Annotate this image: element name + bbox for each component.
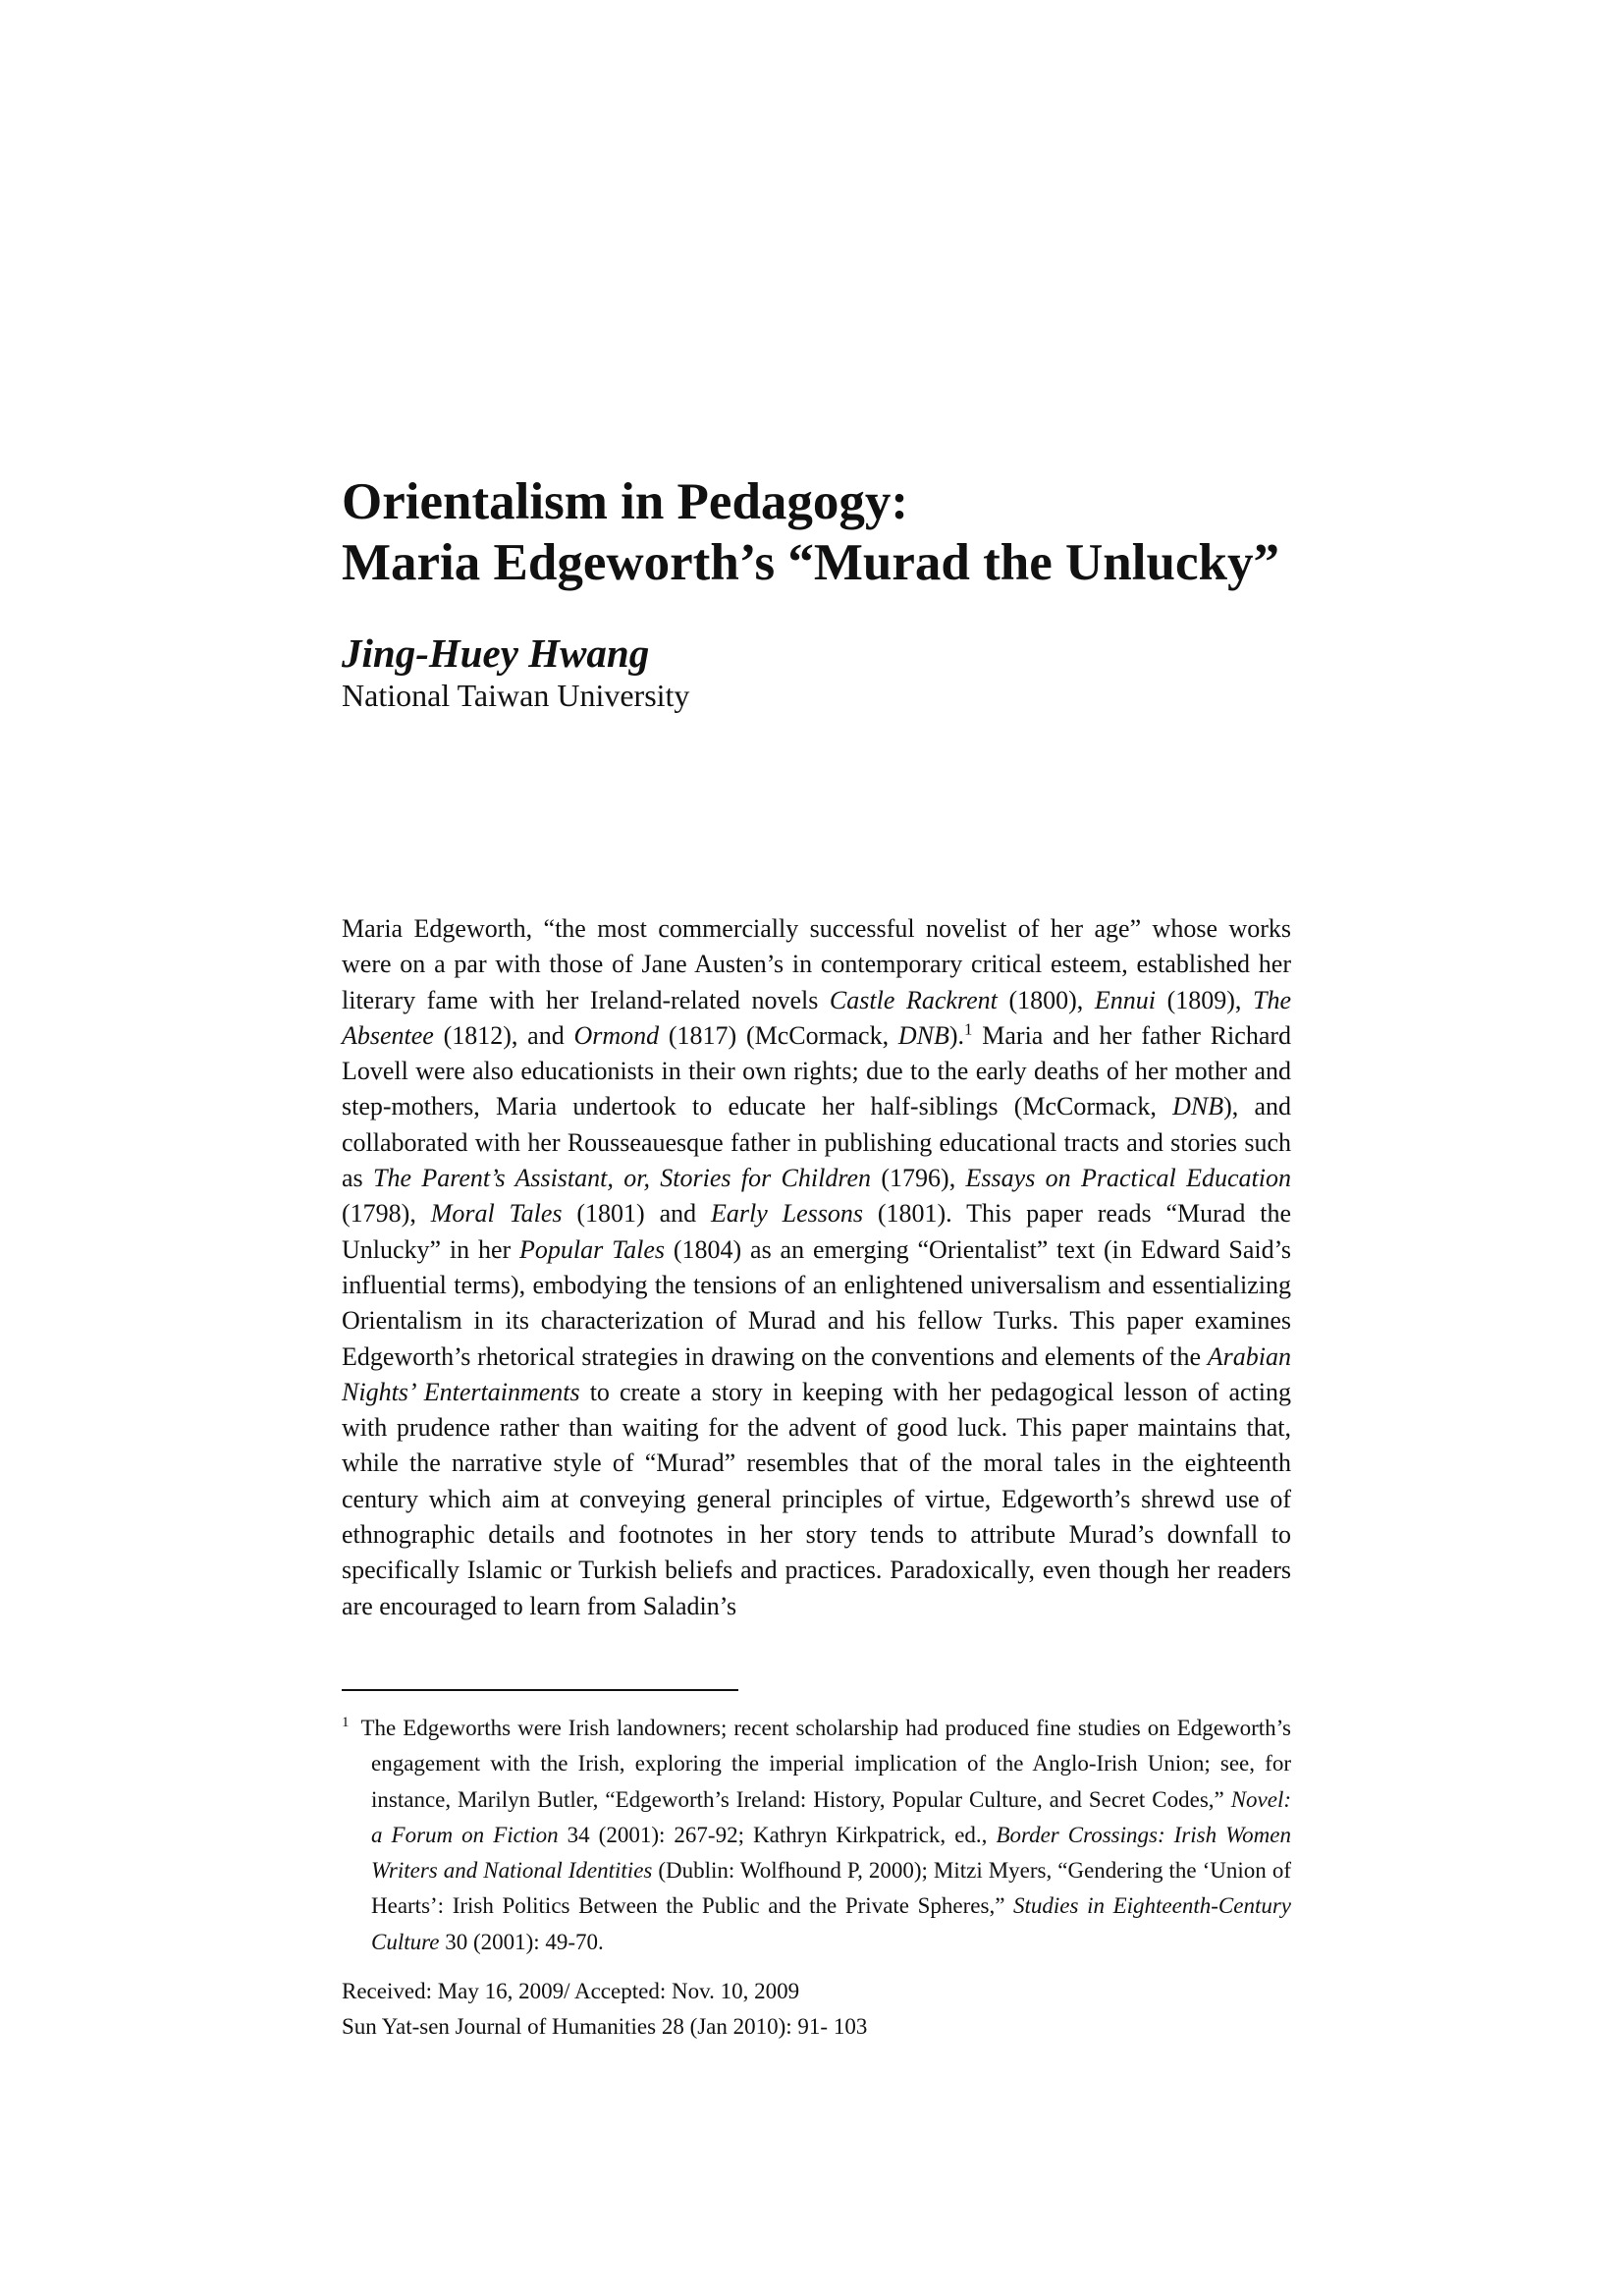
title-line-2: Maria Edgeworth’s “Murad the Unlucky” <box>342 534 1279 591</box>
abstract-text: ). <box>948 1020 965 1050</box>
title-block <box>342 471 1324 593</box>
abstract-text: (1804) as an emerging “Orientalist” text (in Edward Said’s influential terms), embodying the tensions of an enlightened universalism and essentializing Orientalism in its characterization of Murad and his fellow Turks. This paper examines Edgeworth’s rhetorical strategies in drawing on the conventions and elements of the <box>342 1234 1291 1371</box>
footnote-divider <box>342 1689 738 1691</box>
footnote-text: 34 (2001): 267-92; Kathryn Kirkpatrick, ed., <box>558 1822 997 1847</box>
title-arabian-nights: Arabian Nights’ Entertainments <box>342 1341 1291 1406</box>
abstract-text: (1812), and <box>433 1020 574 1050</box>
title-border-crossings: Border Crossings: Irish Women Writers and National Identities <box>371 1822 1291 1884</box>
footnote-mark: 1 <box>342 1715 350 1731</box>
footnote-text: (Dublin: Wolfhound P, 2000); Mitzi Myers, “Gendering the ‘Union of Hearts’: Irish Politics Between the Public and the Private Spheres,” <box>371 1858 1291 1919</box>
title-ormond: Ormond <box>573 1020 660 1050</box>
title-moral-tales: Moral Tales <box>430 1199 563 1229</box>
title-castle-rackrent: Castle Rackrent <box>829 985 998 1014</box>
title-popular-tales: Popular Tales <box>519 1234 666 1264</box>
abstract-text: (1800), <box>997 985 1095 1014</box>
footnote-text: The Edgeworths were Irish landowners; recent scholarship had produced fine studies on Edgeworth’s engagement with the Irish, exploring the imperial implication of the Anglo-Irish Union; see, for instance, Marilyn Butler, “Edgeworth’s Ireland: History, Popular Culture, and Secret Codes,” <box>360 1716 1291 1812</box>
title-parents-assistant: The Parent’s Assistant, or, Stories for Children <box>373 1164 872 1193</box>
received-accepted-dates: Received: May 16, 2009/ Accepted: Nov. 10, 2009 <box>342 1979 800 2003</box>
author-name: Jing-Huey Hwang <box>342 630 650 676</box>
author-affiliation: National Taiwan University <box>342 678 690 713</box>
title-early-lessons: Early Lessons <box>710 1199 863 1229</box>
title-line-1: Orientalism in Pedagogy: <box>342 473 909 530</box>
publication-info <box>342 1974 1291 2045</box>
abstract-text: Maria Edgeworth, “the most commercially successful novelist of her age” whose works were on a par with those of Jane Austen’s in contemporary critical esteem, established her literary fame with her Ireland-related novels <box>342 914 1291 1014</box>
title-dnb: DNB <box>897 1020 949 1050</box>
abstract-text: (1796), <box>871 1164 966 1193</box>
footnote-text: 30 (2001): 49-70. <box>439 1929 604 1954</box>
abstract-text: ), and collaborated with her Rousseauesque father in publishing educational tracts and stories such as <box>342 1092 1292 1193</box>
abstract-text: Maria and her father Richard Lovell were also educationists in their own rights; due to the early deaths of her mother and step-mothers, Maria undertook to educate her half-siblings (McCormack, <box>342 1020 1292 1121</box>
abstract-text: (1798), <box>342 1199 431 1229</box>
title-ennui: Ennui <box>1094 985 1156 1014</box>
title-the-absentee: The Absentee <box>342 985 1291 1050</box>
footnote-body <box>342 1711 1291 1960</box>
journal-citation: Sun Yat-sen Journal of Humanities 28 (Jan 2010): 91- 103 <box>342 2014 868 2039</box>
footnote-reference[interactable]: 1 <box>964 1019 973 1039</box>
abstract-text: (1801) and <box>562 1199 711 1229</box>
abstract-text: (1817) (McCormack, <box>659 1020 898 1050</box>
title-novel-forum-fiction: Novel: a Forum on Fiction <box>371 1786 1291 1847</box>
abstract-text: (1801). This paper reads “Murad the Unlucky” in her <box>342 1199 1291 1264</box>
abstract-paragraph <box>342 911 1291 1624</box>
footnote-1 <box>342 1711 1291 1960</box>
title-eighteenth-century-culture: Studies in Eighteenth-Century Culture <box>371 1893 1291 1954</box>
title-essays-practical-education: Essays on Practical Education <box>965 1164 1291 1193</box>
abstract-text: (1809), <box>1155 985 1253 1014</box>
title-dnb: DNB <box>1172 1092 1224 1121</box>
author-block <box>342 629 1324 714</box>
abstract-text: to create a story in keeping with her pedagogical lesson of acting with prudence rather than waiting for the advent of good luck. This paper maintains that, while the narrative style of “Murad” resembles that of the moral tales in the eighteenth century which aim at conveying general principles of virtue, Edgeworth’s shrewd use of ethnographic details and footnotes in her story tends to attribute Murad’s downfall to specifically Islamic or Turkish beliefs and practices. Paradoxically, even though her readers are encouraged to learn from Saladin’s <box>342 1377 1291 1620</box>
